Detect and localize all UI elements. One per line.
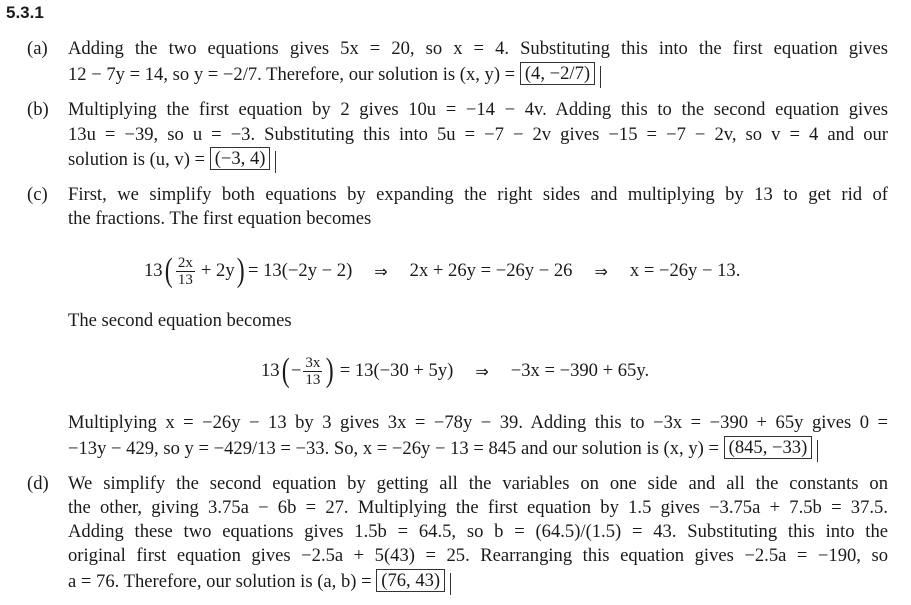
part-c-line-4: Multiplying x = −26y − 13 by 3 gives 3x = −78y − 39. Adding this to −3x = −390 + 65y gives 0 = <box>68 412 888 433</box>
eq2-fraction <box>303 355 322 388</box>
part-c-line-5-text: −13y − 429, so y = −429/13 = −33. So, x = −26y − 13 = 845 and our solution is (x, y) = <box>68 438 719 459</box>
part-a-line-2 <box>68 63 595 87</box>
part-c-line-5 <box>68 437 812 461</box>
eq1-numerator: 2x <box>177 254 193 271</box>
eq2-minus-sign: − <box>290 360 302 381</box>
part-a-label: (a) <box>27 38 48 59</box>
part-c-answer-box: (845, −33) <box>724 436 813 459</box>
part-d-line-5 <box>68 570 445 594</box>
equation-1 <box>144 250 740 292</box>
part-c-label: (c) <box>27 184 48 205</box>
part-d-line-2: the other, giving 3.75a − 6b = 27. Multiplying the first equation by 1.5 gives −3.75a + 7.5b = 37.5. <box>68 497 888 518</box>
eq2-step-2: −3x = −390 + 65y. <box>510 360 650 381</box>
part-c-line-1: First, we simplify both equations by expanding the right sides and multiplying by 13 to get rid of <box>68 184 888 205</box>
part-d-line-5-text: a = 76. Therefore, our solution is (a, b) = <box>68 571 372 592</box>
part-b-line-1: Multiplying the first equation by 2 gives 10u = −14 − 4v. Adding this to the second equation gives <box>68 99 888 120</box>
part-b-line-2: 13u = −39, so u = −3. Substituting this into 5u = −7 − 2v gives −15 = −7 − 2v, so v = 4 and our <box>68 124 888 145</box>
part-c-line-3: The second equation becomes <box>68 310 292 331</box>
part-b-line-3-text: solution is (u, v) = <box>68 149 206 170</box>
part-d-answer-box: (76, 43) <box>376 569 445 592</box>
eq1-rhs: = 13(−2y − 2) <box>247 260 353 281</box>
part-d-label: (d) <box>27 473 49 494</box>
part-d-line-3: Adding these two equations gives 1.5b = 64.5, so b = (64.5)/(1.5) = 43. Substituting this into the <box>68 521 888 542</box>
part-b-label: (b) <box>27 99 49 120</box>
eq2-numerator: 3x <box>305 354 321 371</box>
eq2-coefficient: 13 <box>261 360 280 381</box>
eq1-open-paren: ( <box>164 252 173 289</box>
eq1-inside-rest: + 2y <box>200 260 235 281</box>
eq1-coefficient: 13 <box>144 260 163 281</box>
eq2-denominator: 13 <box>305 371 321 388</box>
part-a-line-2-text: 12 − 7y = 14, so y = −2/7. Therefore, our solution is (x, y) = <box>68 64 516 85</box>
part-a-answer-box: (4, −2/7) <box>520 62 595 85</box>
eq1-implies-arrow-1: ⇒ <box>374 261 388 281</box>
eq2-implies-arrow: ⇒ <box>475 361 489 381</box>
part-d-line-4: original first equation gives −2.5a + 5(43) = 25. Rearranging this equation gives −2.5a = −190, so <box>68 545 888 566</box>
part-a-line-1: Adding the two equations gives 5x = 20, so x = 4. Substituting this into the first equation gives <box>68 38 888 59</box>
eq2-close-paren: ) <box>326 352 335 389</box>
eq1-denominator: 13 <box>177 271 193 288</box>
eq1-implies-arrow-2: ⇒ <box>594 261 608 281</box>
section-number: 5.3.1 <box>6 3 44 22</box>
eq1-fraction <box>176 255 195 288</box>
part-c-line-2: the fractions. The first equation becomes <box>68 208 372 229</box>
part-d-line-1: We simplify the second equation by getting all the variables on one side and all the constants on <box>68 473 888 494</box>
eq1-step-2: 2x + 26y = −26y − 26 <box>409 260 573 281</box>
eq1-step-3: x = −26y − 13. <box>629 260 741 281</box>
eq1-close-paren: ) <box>236 252 245 289</box>
eq2-open-paren: ( <box>281 352 290 389</box>
equation-2 <box>261 350 649 392</box>
part-b-answer-box: (−3, 4) <box>210 147 271 170</box>
eq2-rhs: = 13(−30 + 5y) <box>339 360 454 381</box>
part-b-line-3 <box>68 148 270 172</box>
